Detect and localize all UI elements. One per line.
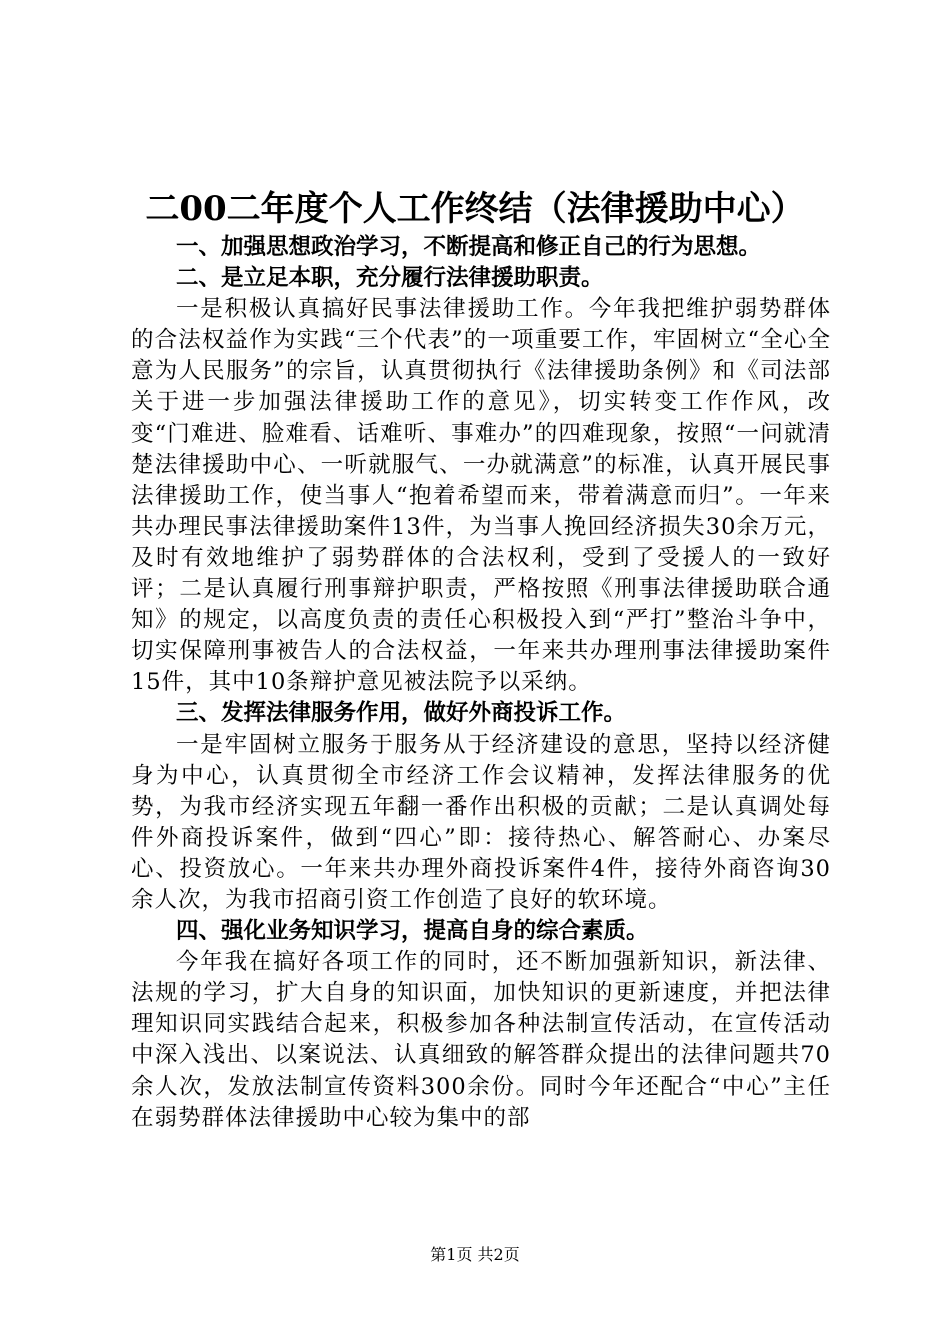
- section-paragraph-3: 一是牢固树立服务于服务从于经济建设的意思，坚持以经济健身为中心，认真贯彻全市经济工作会议精神，发挥法律服务的优势，为我市经济实现五年翻一番作出积极的贡献；二是认真调处每件外商投诉案件，做到“四心”即：接待热心、解答耐心、办案尽心、投资放心。一年来共办理外商投诉案件4件，接待外商咨询30余人次，为我市招商引资工作创造了良好的软环境。: [131, 731, 831, 913]
- document-title: 二00二年度个人工作终结（法律援助中心）: [145, 189, 805, 229]
- section-heading-4: 四、强化业务知识学习，提高自身的综合素质。: [176, 918, 649, 945]
- document-body: [131, 232, 831, 1134]
- page-footer: 第1页 共2页: [430, 1245, 520, 1264]
- section-heading-2: 二、是立足本职，充分履行法律援助职责。: [176, 265, 604, 292]
- section-paragraph-4: 今年我在搞好各项工作的同时，还不断加强新知识，新法律、法规的学习，扩大自身的知识面，加快知识的更新速度，并把法律理知识同实践结合起来，积极参加各种法制宣传活动，在宣传活动中深入浅出、以案说法、认真细致的解答群众提出的法律问题共70余人次，发放法制宣传资料300余份。同时今年还配合“中心”主任在弱势群体法律援助中心较为集中的部: [131, 949, 831, 1131]
- section-heading-1: 一、加强思想政治学习，不断提高和修正自己的行为思想。: [176, 234, 762, 260]
- section-paragraph-2: 一是积极认真搞好民事法律援助工作。今年我把维护弱势群体的合法权益作为实践“三个代表”的一项重要工作，牢固树立“全心全意为人民服务”的宗旨，认真贯彻执行《法律援助条例》和《司法部关于进一步加强法律援助工作的意见》，切实转变工作作风，改变“门难进、脸难看、话难听、事难办”的四难现象，按照“一问就清楚法律援助中心、一听就服气、一办就满意”的标准，认真开展民事法律援助工作，使当事人“抱着希望而来，带着满意而归”。一年来共办理民事法律援助案件13件，为当事人挽回经济损失30余万元，及时有效地维护了弱势群体的合法权利，受到了受援人的一致好评；二是认真履行刑事辩护职责，严格按照《刑事法律援助联合通知》的规定，以高度负责的责任心积极投入到“严打”整治斗争中，切实保障刑事被告人的合法权益，一年来共办理刑事法律援助案件15件，其中10条辩护意见被法院予以采纳。: [131, 296, 831, 696]
- section-heading-3: 三、发挥法律服务作用，做好外商投诉工作。: [176, 700, 627, 727]
